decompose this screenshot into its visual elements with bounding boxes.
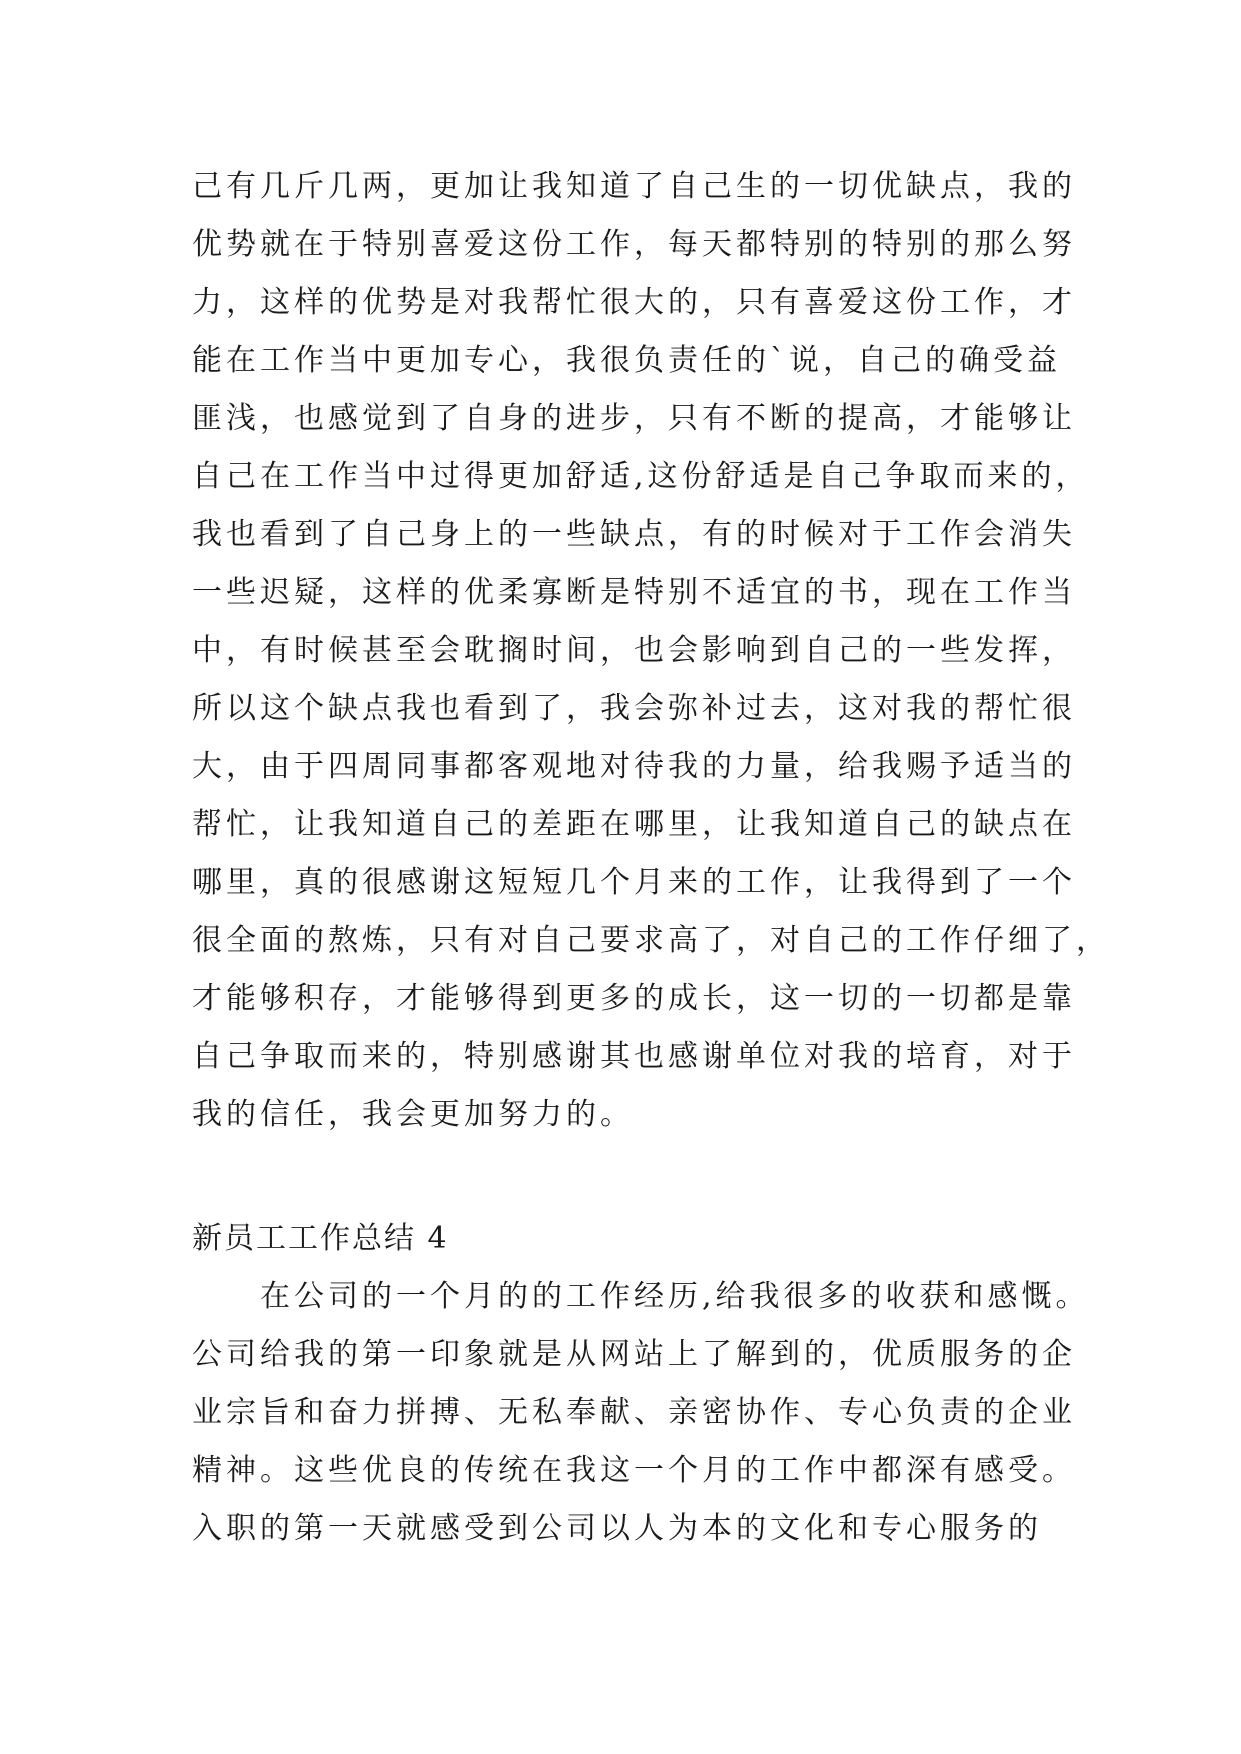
paragraph-line: 在公司的一个月的的工作经历,给我很多的收获和感慨。	[192, 1279, 1090, 1314]
paragraph-line: 入职的第一天就感受到公司以人为本的文化和专心服务的	[192, 1511, 1042, 1546]
paragraph-line: 帮忙，让我知道自己的差距在哪里，让我知道自己的缺点在	[192, 807, 1076, 842]
paragraph-line: 很全面的熬炼，只有对自己要求高了，对自己的工作仔细了，	[192, 923, 1110, 958]
paragraph-line: 中，有时候甚至会耽搁时间，也会影响到自己的一些发挥，	[192, 633, 1076, 668]
paragraph-line: 大，由于四周同事都客观地对待我的力量，给我赐予适当的	[192, 749, 1076, 784]
paragraph-line: 自己争取而来的，特别感谢其也感谢单位对我的培育，对于	[192, 1039, 1076, 1074]
paragraph-line: 业宗旨和奋力拼搏、无私奉献、亲密协作、专心负责的企业	[192, 1395, 1076, 1430]
paragraph-line: 己有几斤几两，更加让我知道了自己生的一切优缺点，我的	[192, 169, 1076, 204]
paragraph-line: 我也看到了自己身上的一些缺点，有的时候对于工作会消失	[192, 517, 1076, 552]
paragraph-line: 优势就在于特别喜爱这份工作，每天都特别的特别的那么努	[192, 227, 1076, 262]
paragraph-line: 自己在工作当中过得更加舒适,这份舒适是自己争取而来的，	[192, 459, 1090, 494]
paragraph-1	[192, 158, 1110, 1144]
paragraph-line: 才能够积存，才能够得到更多的成长，这一切的一切都是靠	[192, 981, 1076, 1016]
paragraph-line: 能在工作当中更加专心，我很负责任的`说，自己的确受益	[192, 343, 1061, 378]
paragraph-line: 一些迟疑，这样的优柔寡断是特别不适宜的书，现在工作当	[192, 575, 1076, 610]
paragraph-line: 所以这个缺点我也看到了，我会弥补过去，这对我的帮忙很	[192, 691, 1076, 726]
paragraph-line: 公司给我的第一印象就是从网站上了解到的，优质服务的企	[192, 1337, 1076, 1372]
paragraph-line: 力，这样的优势是对我帮忙很大的，只有喜爱这份工作，才	[192, 285, 1076, 320]
section-heading: 新员工工作总结 4	[192, 1221, 449, 1256]
paragraph-line: 精神。这些优良的传统在我这一个月的工作中都深有感受。	[192, 1453, 1076, 1488]
paragraph-line: 我的信任，我会更加努力的。	[192, 1097, 634, 1132]
paragraph-line: 哪里，真的很感谢这短短几个月来的工作，让我得到了一个	[192, 865, 1076, 900]
paragraph-2	[192, 1268, 1090, 1558]
paragraph-line: 匪浅，也感觉到了自身的进步，只有不断的提高，才能够让	[192, 401, 1076, 436]
